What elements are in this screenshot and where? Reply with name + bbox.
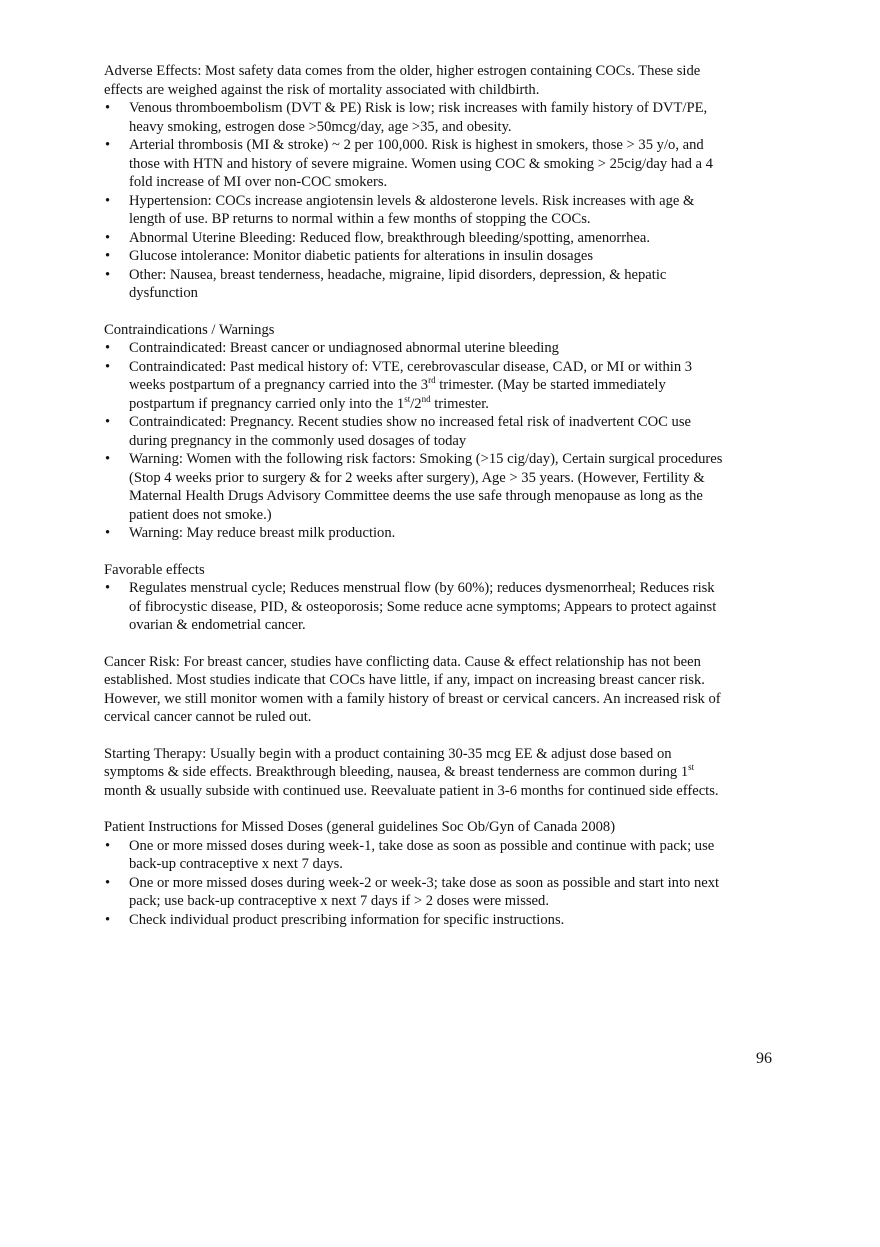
- list-item-text: • Contraindicated: Breast cancer or undiagnosed abnormal uterine bleeding: [129, 340, 559, 356]
- list-item-text: • Regulates menstrual cycle; Reduces menstrual flow (by 60%); reduces dysmenorrheal; Reduces risk of fibrocystic disease, PID, & osteoporosis; Some reduce acne symptoms; Appears to protect against ovarian & endometrial cancer.: [129, 580, 717, 633]
- list-item: [104, 99, 724, 136]
- favorable-effects-list: [104, 579, 724, 635]
- starting-therapy-paragraph: [104, 745, 724, 801]
- list-item-text: • Check individual product prescribing information for specific instructions.: [129, 911, 565, 928]
- superscript: rd: [428, 375, 436, 385]
- list-item: [104, 266, 724, 303]
- page-number: 96: [756, 1050, 772, 1067]
- list-item: [104, 874, 724, 911]
- list-item-text: • Hypertension: COCs increase angiotensin levels & aldosterone levels. Risk increases with age & length of use. BP returns to normal within a few months of stopping the COCs.: [129, 192, 695, 227]
- favorable-effects-section: [104, 561, 724, 635]
- list-item-text: [129, 358, 724, 414]
- list-item: [104, 358, 724, 414]
- superscript: st: [404, 393, 411, 404]
- missed-doses-heading: Patient Instructions for Missed Doses (general guidelines Soc Ob/Gyn of Canada 2008): [104, 819, 616, 835]
- text-run: Starting Therapy: Usually begin with a product containing 30-35 mcg EE & adjust dose based on symptoms & side effects. Breakthrough bleeding, nausea, & breast tenderness are common during 1: [104, 745, 689, 780]
- cancer-risk-paragraph: Cancer Risk: For breast cancer, studies have conflicting data. Cause & effect relationship has not been established. Most studies indicate that COCs have little, if any, impact on increasing breast cancer risk. However, we still monitor women with a family history of breast or cervical cancers. An increased risk of cervical cancer cannot be ruled out.: [104, 653, 721, 725]
- list-item-text: • One or more missed doses during week-1, take dose as soon as possible and continue with pack; use back-up contraceptive x next 7 days.: [129, 837, 715, 872]
- list-item: [104, 229, 724, 248]
- superscript: st: [688, 762, 695, 772]
- missed-doses-list: [104, 837, 724, 930]
- list-item: [104, 192, 724, 229]
- list-item-text: • Warning: Women with the following risk factors: Smoking (>15 cig/day), Certain surgical procedures (Stop 4 weeks prior to surgery & for 2 weeks after surgery), Age > 35 years. (However, Fertility & Maternal Health Drugs Advisory Committee deems the use safe through menopause as long as the patient does not smoke.): [129, 451, 723, 523]
- list-item: [104, 339, 724, 358]
- list-item-text: • One or more missed doses during week-2 or week-3; take dose as soon as possible and start into next pack; use back-up contraceptive x next 7 days if > 2 doses were missed.: [129, 874, 720, 909]
- superscript: nd: [421, 393, 431, 404]
- list-item: [104, 911, 724, 930]
- list-item-text: • Other: Nausea, breast tenderness, headache, migraine, lipid disorders, depression, & hepatic dysfunction: [129, 266, 667, 301]
- list-item: [104, 413, 724, 450]
- text-run: trimester. (May be started immediately postpartum if pregnancy carried only into the 1: [129, 377, 666, 412]
- adverse-effects-section: [104, 62, 724, 303]
- contraindications-heading: Contraindications / Warnings: [104, 321, 275, 338]
- text-run: /2: [410, 395, 422, 412]
- text-run: Contraindicated: Past medical history of: VTE, cerebrovascular disease, CAD, or MI or within 3 weeks postpartum of a pregnancy carried into the 3: [129, 358, 693, 393]
- list-item-text: • Arterial thrombosis (MI & stroke) ~ 2 per 100,000. Risk is highest in smokers, those > 35 y/o, and those with HTN and history of severe migraine. Women using COC & smoking > 25cig/day had a 4 fold increase of MI over non-COC smokers.: [129, 137, 713, 190]
- contraindications-list: [104, 339, 724, 543]
- list-item: [104, 579, 724, 635]
- cancer-risk-section: [104, 653, 724, 727]
- list-item-text: • Abnormal Uterine Bleeding: Reduced flow, breakthrough bleeding/spotting, amenorrhea.: [129, 229, 651, 246]
- starting-therapy-section: [104, 745, 724, 801]
- list-item-text: • Contraindicated: Pregnancy. Recent studies show no increased fetal risk of inadvertent COC use during pregnancy in the commonly used dosages of today: [129, 414, 691, 449]
- list-item-text: • Warning: May reduce breast milk production.: [129, 525, 396, 541]
- list-item: [104, 450, 724, 524]
- favorable-effects-heading: Favorable effects: [104, 561, 205, 578]
- contraindications-section: [104, 321, 724, 543]
- adverse-effects-list: [104, 99, 724, 303]
- list-item: [104, 247, 724, 266]
- list-item: [104, 136, 724, 192]
- adverse-effects-intro: Adverse Effects: Most safety data comes from the older, higher estrogen containing COCs. These side effects are weighed against the risk of mortality associated with childbirth.: [104, 63, 701, 98]
- list-item-text: • Glucose intolerance: Monitor diabetic patients for alterations in insulin dosages: [129, 248, 594, 264]
- missed-doses-section: [104, 818, 724, 929]
- list-item: [104, 837, 724, 874]
- page-content: [104, 62, 724, 947]
- text-run: trimester.: [430, 395, 489, 412]
- list-item: [104, 524, 724, 543]
- text-run: month & usually subside with continued use. Reevaluate patient in 3-6 months for continued side effects.: [104, 782, 719, 799]
- list-item-text: • Venous thromboembolism (DVT & PE) Risk is low; risk increases with family history of DVT/PE, heavy smoking, estrogen dose >50mcg/day, age >35, and obesity.: [129, 100, 708, 135]
